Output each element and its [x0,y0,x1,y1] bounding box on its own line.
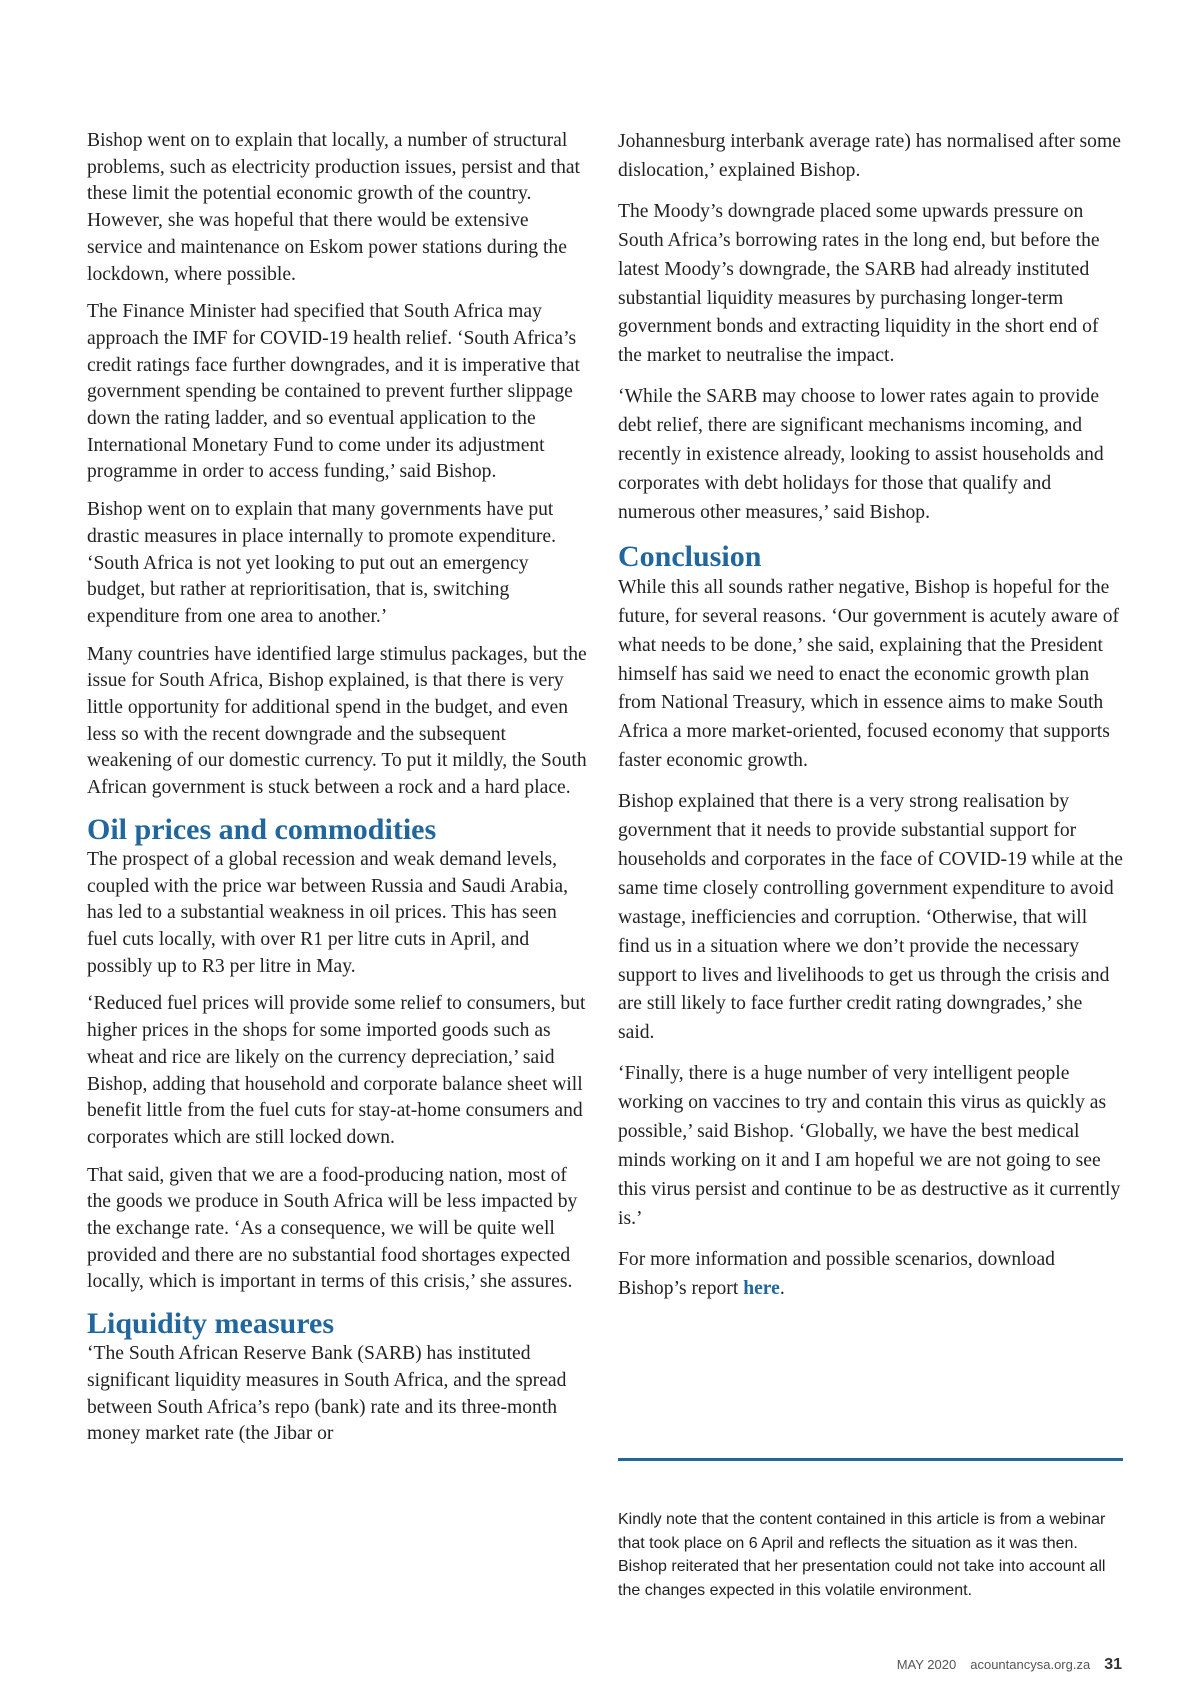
period-text: . [779,1277,785,1299]
right-column [618,128,1123,1316]
section-heading-liquidity: Liquidity measures [87,1307,334,1341]
paragraph: ‘Reduced fuel prices will provide some relief to consumers, but higher prices in the shops for some imported goods such as wheat and rice are likely on the currency depreciation,’ said Bishop, adding that household and corporate balance sheet will benefit little from the fuel cuts for stay-at-home consumers and corporates which are still locked down. [87,993,586,1148]
paragraph: Bishop explained that there is a very strong realisation by government that it needs to provide substantial support for households and corporates in the face of COVID-19 while at the same time closely controlling government expenditure to avoid wastage, inefficiencies and corruption. ‘Otherwise, that will find us in a situation where we don’t provide the necessary support to lives and livelihoods to get us through the crisis and are still likely to face further credit rating downgrades,’ she said. [618,791,1123,1044]
paragraph: Bishop went on to explain that locally, a number of structural problems, such as electricity production issues, persist and that these limit the potential economic growth of the country. However, she was hopeful that there would be extensive service and maintenance on Eskom power stations during the lockdown, where possible. [87,130,581,285]
paragraph: ‘While the SARB may choose to lower rates again to provide debt relief, there are significant mechanisms incoming, and recently in existence already, looking to assist households and corporates with debt holidays for those that qualify and numerous other measures,’ said Bishop. [618,386,1104,523]
footer-date: MAY 2020 [896,1657,957,1672]
paragraph: While this all sounds rather negative, Bishop is hopeful for the future, for several reasons. ‘Our government is acutely aware of what needs to be done,’ she said, explaining that the President himself has said we need to enact the economic growth plan from National Treasury, which in essence aims to make South Africa a more market-oriented, focused economy that supports faster economic growth. [618,576,1120,772]
page-footer [897,1656,1122,1674]
paragraph: ‘Finally, there is a huge number of very intelligent people working on vaccines to try and contain this virus as quickly as possible,’ said Bishop. ‘Globally, we have the best medical minds working on it and I am hopeful we are not going to see this virus persist and continue to be as destructive as it currently is.’ [618,1063,1121,1229]
divider-rule [618,1458,1123,1461]
paragraph: Bishop went on to explain that many governments have put drastic measures in place internally to promote expenditure. ‘South Africa is not yet looking to put out an emergency budget, but rather at reprioritisation, that is, switching expenditure from one area to another.’ [87,499,556,627]
left-column [87,128,587,1459]
paragraph: The Moody’s downgrade placed some upwards pressure on South Africa’s borrowing rates in the long end, but before the latest Moody’s downgrade, the SARB had already instituted substantial liquidity measures by purchasing longer-term government bonds and extracting liquidity in the short end of the market to neutralise the impact. [618,200,1100,367]
footer-website: acountancysa.org.za [970,1657,1091,1672]
section-heading-oil-prices: Oil prices and commodities [87,812,437,846]
page-number: 31 [1104,1656,1122,1673]
disclaimer-note: Kindly note that the content contained in this article is from a webinar that took place on 6 April and reflects the situation as it was then. Bishop reiterated that her presentation could not take into account all the changes expected in this volatile environment. [618,1511,1106,1599]
paragraph: Many countries have identified large stimulus packages, but the issue for South Africa, Bishop explained, is that there is very little opportunity for additional spend in the budget, and even less so with the recent downgrade and the subsequent weakening of our domestic currency. To put it mildly, the South African government is stuck between a rock and a hard place. [87,643,587,799]
download-report-paragraph [618,1246,1123,1304]
download-report-text: For more information and possible scenarios, download Bishop’s report [618,1248,1055,1299]
paragraph: ‘The South African Reserve Bank (SARB) has instituted significant liquidity measures in South Africa, and the spread between South Africa’s repo (bank) rate and its three-month money market rate (the Jibar or [87,1343,567,1445]
report-here-link[interactable]: here [743,1277,780,1299]
paragraph: The prospect of a global recession and weak demand levels, coupled with the price war between Russia and Saudi Arabia, has led to a substantial weakness in oil prices. This has seen fuel cuts locally, with over R1 per litre cuts in April, and possibly up to R3 per litre in May. [87,848,568,977]
section-heading-conclusion: Conclusion [618,539,762,573]
paragraph: That said, given that we are a food-producing nation, most of the goods we produce in South Africa will be less impacted by the exchange rate. ‘As a consequence, we will be quite well provided and there are no substantial food shortages expected locally, which is important in terms of this crisis,’ she assures. [87,1164,578,1293]
paragraph: Johannesburg interbank average rate) has normalised after some dislocation,’ explained Bishop. [618,131,1121,181]
paragraph: The Finance Minister had specified that South Africa may approach the IMF for COVID-19 health relief. ‘South Africa’s credit ratings face further downgrades, and it is imperative that government spending be contained to prevent further slippage down the rating ladder, and so eventual application to the International Monetary Fund to come under its adjustment programme in order to access funding,’ said Bishop. [87,301,580,483]
